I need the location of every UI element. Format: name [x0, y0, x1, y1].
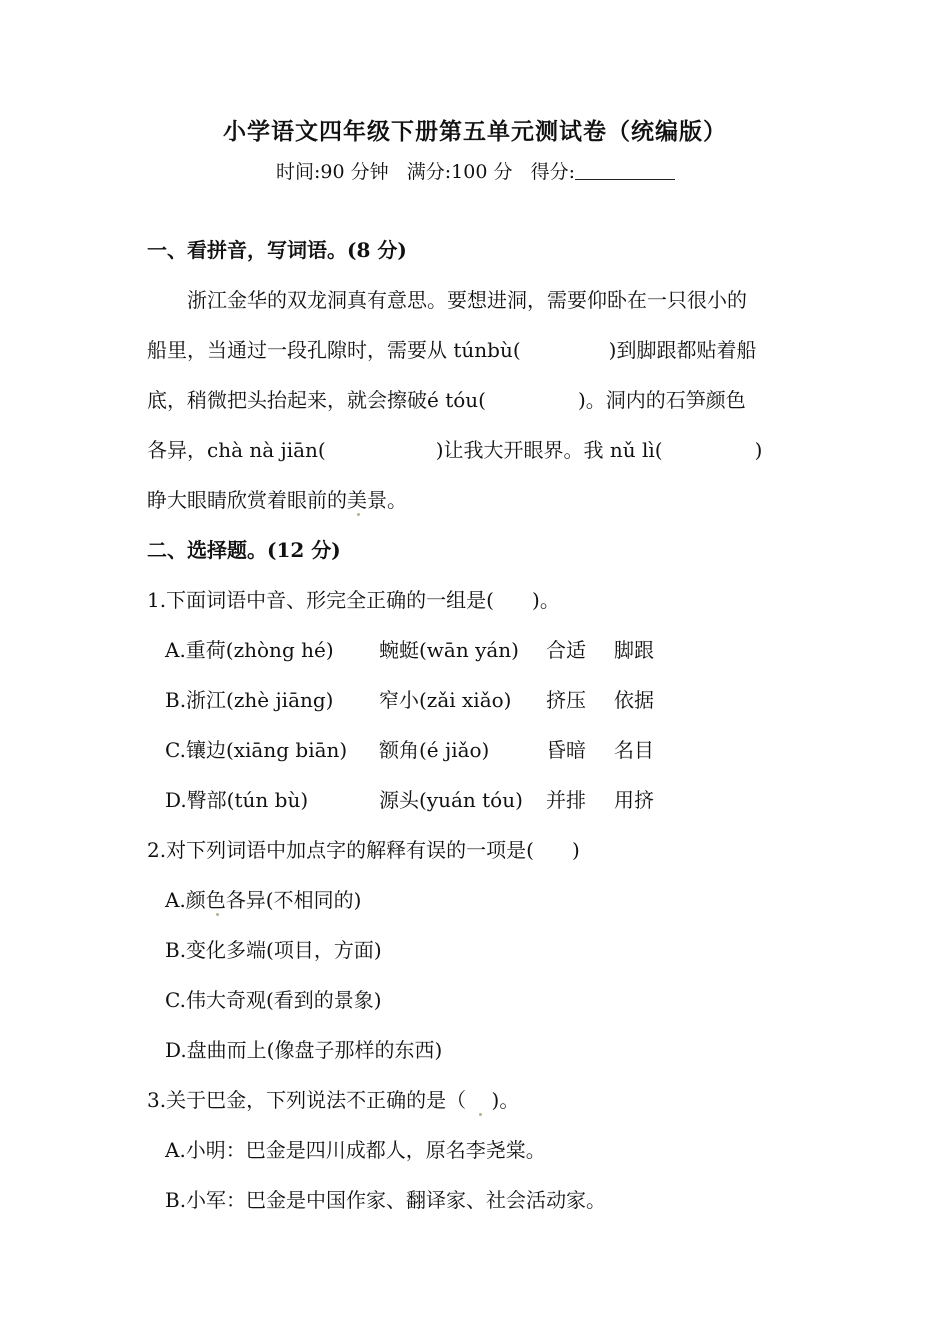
question-3-stem: 3.关于巴金，下列说法不正确的是（ )。 [147, 1088, 520, 1112]
exam-page: 小学语文四年级下册第五单元测试卷（统编版） 时间:90 分钟 满分:100 分 得分: 一、看拼音，写词语。(8 分) 浙江金华的双龙洞真有意思。要想进洞，需要仰卧在一只很小的 船里，当通过一段孔隙时，需要从 túnbù( )到脚跟都贴着船 底，稍微把头抬起来，就会擦破é tóu( )。洞内的石笋颜色 各异，chà nà jiān( )让我大开眼界。我 nǔ lì( ) 睁大眼睛欣赏着眼前的美景。 二、选择题。(12 分) 1.下面词语中音、形完全正确的一组是( )。 A.重荷(zhòng hé) 蜿蜓(wān yán) 合适 脚跟 B.浙江(zhè jiāng) 窄小(zǎi xiǎo) 挤压 依据 C.镶边(xiāng biān) 额角(é jiǎo) 昏暗 名目 D.臀部(tún bù) 源头(yuán tóu) 并排 用挤 2.对下列词语中加点字的解释有误的一项是( ) A.颜色各异(不相同的) B.变化多端(项目，方面) C.伟大奇观(看到的景象) D.盘曲而上(像盘子那样的东西) 3.关于巴金，下列说法不正确的是（ )。 A.小明：巴金是四川成都人，原名李尧棠。 B.小军：巴金是中国作家、翻译家、社会活动家。 [0, 0, 950, 1344]
section-1-heading: 一、看拼音，写词语。(8 分) [147, 238, 407, 262]
question-2-option-d[interactable]: D.盘曲而上(像盘子那样的东西) [165, 1038, 443, 1062]
question-1-stem: 1.下面词语中音、形完全正确的一组是( )。 [147, 588, 560, 612]
time-info: 时间:90 分钟 [276, 161, 389, 183]
passage-line-5: 睁大眼睛欣赏着眼前的美景。 [147, 488, 407, 512]
section-2-heading: 二、选择题。(12 分) [147, 538, 341, 562]
passage-line-1: 浙江金华的双龙洞真有意思。要想进洞，需要仰卧在一只很小的 [187, 288, 747, 312]
question-3-option-b[interactable]: B.小军：巴金是中国作家、翻译家、社会活动家。 [165, 1188, 607, 1212]
passage-line-3: 底，稍微把头抬起来，就会擦破é tóu( )。洞内的石笋颜色 [147, 388, 746, 412]
question-2-option-a[interactable]: A.颜色各异(不相同的) [165, 888, 362, 912]
score-blank[interactable] [575, 159, 675, 180]
answer-blank-q3[interactable] [466, 1088, 491, 1112]
question-2-option-b[interactable]: B.变化多端(项目，方面) [165, 938, 382, 962]
passage-line-2: 船里，当通过一段孔隙时，需要从 túnbù( )到脚跟都贴着船 [147, 338, 757, 362]
full-score-info: 满分:100 分 [406, 161, 513, 183]
passage-line-4: 各异，chà nà jiān( )让我大开眼界。我 nǔ lì( ) [147, 438, 763, 462]
exam-meta [276, 158, 675, 186]
question-2-stem: 2.对下列词语中加点字的解释有误的一项是( ) [147, 838, 580, 862]
question-2-option-c[interactable]: C.伟大奇观(看到的景象) [165, 988, 382, 1012]
page-title: 小学语文四年级下册第五单元测试卷（统编版） [223, 118, 727, 145]
score-label: 得分: [530, 161, 575, 183]
question-3-option-a[interactable]: A.小明：巴金是四川成都人，原名李尧棠。 [165, 1138, 546, 1162]
